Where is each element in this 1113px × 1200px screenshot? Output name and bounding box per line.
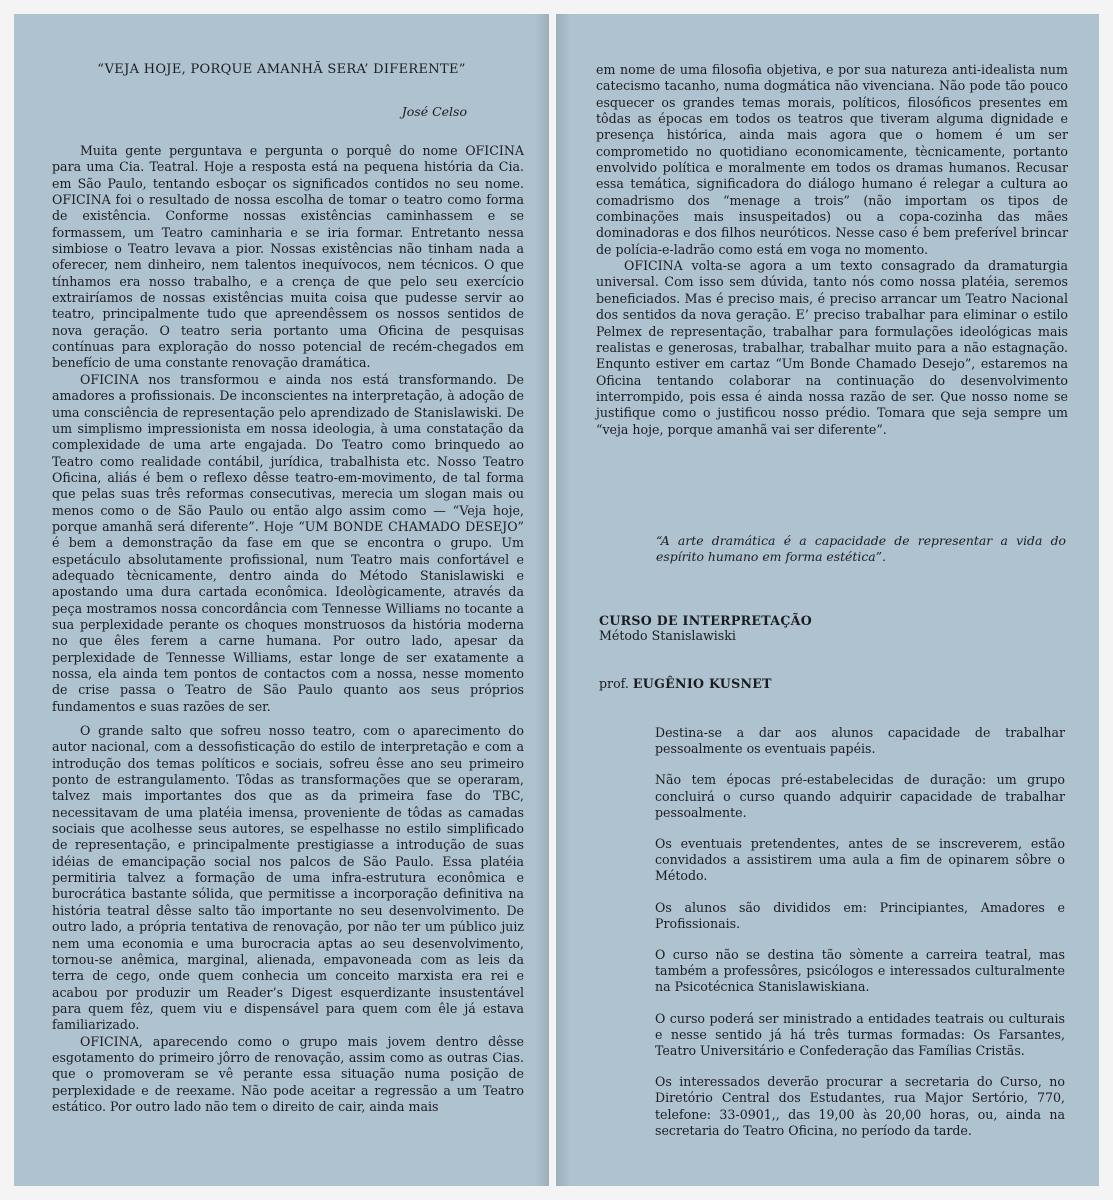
professor-prefix: prof. — [599, 676, 629, 691]
course-subtitle: Método Stanislawiski — [599, 628, 736, 643]
article-paragraph: OFICINA volta-se agora a um texto consagrado da dramaturgia universal. Com isso sem dúvida, tanto nós como nossa platéia, seremos beneficiados. Mas é preciso mais, é preciso arrancar um Teatro Nacional dos sentidos da nova geração. E’ preciso trabalhar para eliminar o estilo Pelmex de representação, trabalhar para formulações ideológicas mais realistas e generosas, trabalhar, trabalhar muito para a não estagnação. Enqunto estiver em cartaz “Um Bonde Chamado Desejo”, estaremos na Oficina tentando colaborar na continuação do desenvolvimento interrompido, pois essa é ainda nossa razão de ser. Que nosso nome se justifique como o justificou nosso prédio. Tomara que seja sempre um “veja hoje, porque amanhã vai ser diferente”. — [596, 258, 1068, 437]
course-info-paragraph: O curso poderá ser ministrado a entidades teatrais ou culturais e nesse sentido já há três turmas formadas: Os Farsantes, Teatro Universitário e Confederação das Famílias Cristãs. — [655, 1010, 1065, 1059]
course-info-paragraph: Não tem épocas pré-estabelecidas de duração: um grupo concluirá o curso quando adquirir capacidade de trabalhar pessoalmente. — [655, 772, 1065, 820]
article-paragraph: Muita gente perguntava e pergunta o porquê do nome OFICINA para uma Cia. Teatral. Hoje a resposta está na pequena história da Cia. em São Paulo, tentando esboçar os significados contidos no seu nome. OFICINA foi o resultado de nossa escolha de tomar o teatro como forma de existência. Conforme nossas existências caminhassem e se formassem, um Teatro caminharia e se iria formar. Entretanto nessa simbiose o Teatro levava a pior. Nossas existências não tinham nada a oferecer, nem dinheiro, nem talentos inequívocos, nem técnicos. O que tínhamos era nosso trabalho, e a crença de que pelo seu exercício extrairíamos de nossas existências muita coisa que pudesse servir ao teatro, principalmente tudo que apreendêssem os nossos sentidos de nova geração. O teatro seria portanto uma Oficina de pesquisas contínuas para exploração do nosso potencial de recém-chegados em benefício de uma constante renovação dramática. — [52, 143, 524, 371]
article-title: “VEJA HOJE, PORQUE AMANHÃ SERA’ DIFERENTE” — [97, 62, 466, 77]
article-author: José Celso — [401, 104, 467, 119]
course-info-paragraph: Destina-se a dar aos alunos capacidade de trabalhar pessoalmente os eventuais papéis. — [655, 725, 1065, 757]
course-professor — [599, 676, 772, 691]
professor-name: EUGÊNIO KUSNET — [632, 676, 772, 691]
course-info-paragraph: Os alunos são divididos em: Principiantes, Amadores e Profissionais. — [655, 899, 1065, 931]
article-body-left — [52, 143, 524, 1115]
right-page — [556, 14, 1099, 1186]
stanislavski-quote: “A arte dramática é a capacidade de representar a vida do espírito humano em forma estética”. — [656, 533, 1066, 564]
course-info-paragraph: Os interessados deverão procurar a secretaria do Curso, no Diretório Central dos Estudantes, rua Major Sertório, 770, telefone: 33-0901,, das 19,00 às 20,00 horas, ou, ainda na secretaria do Teatro Oficina, no período da tarde. — [655, 1074, 1065, 1138]
article-body-right — [596, 62, 1068, 438]
article-paragraph: O grande salto que sofreu nosso teatro, com o aparecimento do autor nacional, com a dessofisticação do estilo de interpretação e com a introdução dos temas políticos e sociais, sofreu êsse ano seu primeiro ponto de estrangulamento. Tôdas as transformações que se operaram, talvez mais importantes dos que as da primeira fase do TBC, necessitavam de uma platéia imensa, proveniente de tôdas as camadas sociais que acolhesse seus autores, se espelhasse no estilo simplificado de representação, e principalmente prestigiasse a introdução de suas idéias de emancipação social nos palcos de São Paulo. Essa platéia permitiria talvez a formação de uma infra-estrutura econômica e burocrática bastante sólida, que permitisse a incorporação definitiva na história teatral dêsse salto tão importante no seu desenvolvimento. De outro lado, a própria tentativa de renovação, por não ter um público juiz nem uma economia e uma burocracia aptas ao seu desenvolvimento, tornou-se anêmica, marginal, alienada, empavoneada com as leis da terra de cego, onde quem conhecia um conceito marxista era rei e acabou por produzir um Reader’s Digest esquerdizante insustentável para quem fêz, quem viu e dispensável para quem com êle já estava familiarizado. — [52, 723, 524, 1033]
left-page — [14, 14, 549, 1186]
article-paragraph: OFICINA, aparecendo como o grupo mais jovem dentro dêsse esgotamento do primeiro jôrro de renovação, assim como as outras Cias. que o promoveram se vê perante essa situação numa posição de perplexidade e de reexame. Não pode aceitar a regressão a um Teatro estático. Por outro lado não tem o direito de cair, ainda mais — [52, 1033, 524, 1114]
course-title: CURSO DE INTERPRETAÇÃO — [599, 613, 813, 628]
article-paragraph: em nome de uma filosofia objetiva, e por sua natureza anti-idealista num catecismo tacanho, numa dogmática não vivenciana. Não pode tão pouco esquecer os grandes temas morais, políticos, filosóficos presentes em tôdas as épocas em todos os teatros que tiveram alguma dignidade e presença histórica, ainda mais agora que o homem é um ser comprometido no quotidiano economicamente, tècnicamente, portanto envolvido política e moralmente em todos os dramas humanos. Recusar essa temática, significadora do diálogo humano é relegar a cultura ao comadrismo dos “menage a trois” (não importam os tipos de combinações mais insuspeitados) ou a copa-cozinha das mães dominadoras e dos filhos neuróticos. Nesse caso é bem preferível brincar de polícia-e-ladrão como está em voga no momento. — [596, 62, 1068, 257]
article-paragraph: OFICINA nos transformou e ainda nos está transformando. De amadores a profissionais. De inconscientes na interpretação, à adoção de uma consciência de representação pelo aprendizado de Stanislawiski. De um simplismo impressionista em nossa ideologia, à uma constatação da complexidade de uma arte engajada. Do Teatro como brinquedo ao Teatro como realidade contábil, jurídica, trabalhista etc. Nosso Teatro Oficina, aliás é bem o reflexo dêsse teatro-em-movimento, de tal forma que pelas suas três reformas consecutivas, merecia um slogan mais ou menos como o de São Paulo ou então algo assim como — “Veja hoje, porque amanhã será diferente”. Hoje “UM BONDE CHAMADO DESEJO” é bem a demonstração da fase em que se encontra o grupo. Um espetáculo absolutamente profissional, num Teatro mais confortável e adequado tècnicamente, dentro ainda do Método Stanislawiski e apostando uma dura cartada econômica. Ideològicamente, através da peça mostramos nossa concordância com Tennesse Williams no tocante a sua perplexidade perante os choques monstruosos da história moderna no que êles ferem a carne humana. Por outro lado, apesar da perplexidade de Tennesse Williams, estar longe de ser exatamente a nossa, ela ainda tem pontos de contactos com a nossa, nesse momento de crise passa o Teatro de São Paulo quanto aos seus próprios fundamentos e suas razões de ser. — [52, 371, 524, 714]
course-info-paragraph: O curso não se destina tão sòmente a carreira teatral, mas também a professôres, psicólogos e interessados culturalmente na Psicotécnica Stanislawiskiana. — [655, 947, 1065, 995]
course-info — [655, 725, 1065, 1154]
course-info-paragraph: Os eventuais pretendentes, antes de se inscreverem, estão convidados a assistirem uma aula a fim de opinarem sôbre o Método. — [655, 836, 1065, 884]
